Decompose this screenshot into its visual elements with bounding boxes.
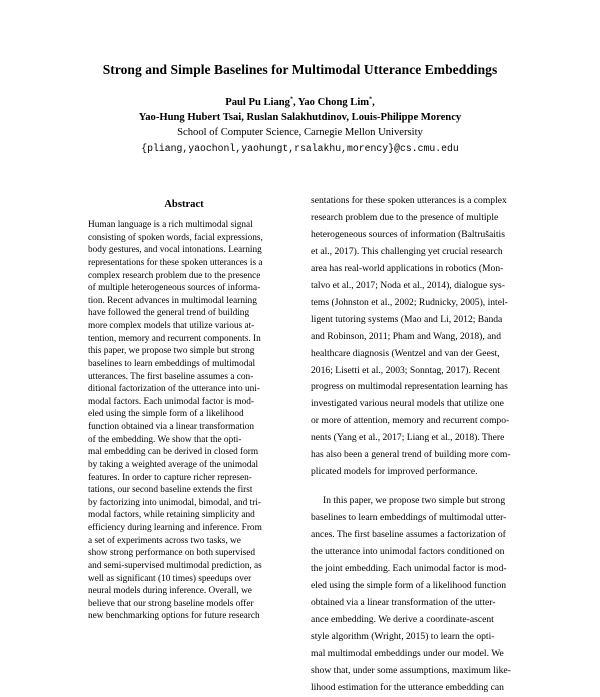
body-line: research problem due to the presence of multiple: [311, 211, 499, 223]
abstract-line: baselines to learn embeddings of multimodal: [88, 358, 256, 369]
abstract-line: by factorizing into unimodal, bimodal, and tri-: [88, 497, 261, 508]
introduction-paragraph-2: [311, 493, 515, 696]
body-line: In this paper, we propose two simple but strong: [323, 495, 506, 507]
body-line: progress on multimodal representation learning has: [311, 381, 508, 393]
abstract-line: efficiency during learning and inference. From: [88, 523, 262, 533]
body-line: lihood estimation for the utterance embedding can: [311, 681, 504, 693]
body-line: talvo et al., 2017; Noda et al., 2014), dialogue sys-: [311, 279, 505, 291]
abstract-line: ditional factorization of the utterance into uni-: [88, 384, 260, 395]
abstract-line: well as significant (10 times) speedups over: [88, 573, 252, 584]
body-line: sentations for these spoken utterances is a complex: [311, 195, 507, 206]
abstract-line: features. In order to capture richer represen-: [88, 472, 252, 483]
author-line-end: ,: [372, 97, 375, 108]
abstract-line: tations, our second baseline extends the first: [88, 485, 253, 496]
body-line: plicated models for improved performance.: [311, 466, 478, 478]
abstract-line: mal embedding can be derived in closed form: [88, 447, 259, 458]
body-line: or more of attention, memory and recurrent compo-: [311, 415, 510, 427]
equal-contribution-mark: *: [289, 96, 293, 103]
body-line: eled using the simple form of a likelihood function: [311, 579, 507, 591]
body-line: ances. The first baseline assumes a factorization of: [311, 529, 506, 541]
abstract-line: by taking a weighted average of the unimodal: [88, 459, 259, 470]
body-line: 2016; Lisetti et al., 2003; Sonntag, 2017). Recent: [311, 364, 500, 376]
abstract-line: new benchmarking options for future research: [88, 611, 260, 622]
abstract-line: consisting of spoken words, facial expressions,: [88, 232, 263, 243]
abstract-line: modal factors. Each unimodal factor is mod-: [88, 396, 255, 407]
body-line: and Robinson, 2011; Pham and Wang, 2018), and: [311, 330, 502, 342]
body-line: heterogeneous sources of information (Baltrušaitis: [311, 228, 505, 240]
abstract-line: show strong performance on both supervised: [88, 548, 256, 559]
authors-line-1: [0, 97, 600, 108]
body-line: baselines to learn embeddings of multimodal utter-: [311, 512, 507, 524]
body-line: investigated various neural models that utilize one: [311, 398, 504, 410]
abstract-line: more complex models that utilize various at-: [88, 321, 255, 331]
body-line: nents (Yang et al., 2017; Liang et al., 2018). There: [311, 432, 505, 444]
body-line: et al., 2017). This challenging yet crucial research: [311, 245, 503, 257]
equal-contribution-mark: *: [369, 96, 373, 103]
abstract-line: tention, memory and recurrent components. In: [88, 333, 261, 344]
affiliation: School of Computer Science, Carnegie Mellon University: [177, 127, 423, 138]
body-line: has also been a general trend of building more com-: [311, 449, 511, 461]
body-line: the utterance into unimodal factors conditioned on: [311, 546, 505, 558]
author-emails: [0, 143, 600, 154]
abstract-body: [88, 219, 280, 623]
body-line: area has real-world applications in robotics (Mon-: [311, 262, 504, 274]
body-line: show that, under some assumptions, maximum like-: [311, 664, 511, 676]
author-separator: ,: [292, 97, 298, 108]
body-line: healthcare diagnosis (Wentzel and van der Geest,: [311, 347, 500, 359]
paper-title: Strong and Simple Baselines for Multimodal Utterance Embeddings: [102, 62, 498, 77]
authors-line-2: Yao-Hung Hubert Tsai, Ruslan Salakhutdinov, Louis-Philippe Morency: [138, 112, 462, 123]
abstract-line: believe that our strong baseline models offer: [88, 598, 254, 609]
body-line: ance embedding. We derive a coordinate-ascent: [311, 613, 494, 625]
body-line: mal multimodal embeddings under our model. We: [311, 647, 504, 659]
abstract-line: of multiple heterogeneous sources of informa-: [88, 283, 261, 294]
body-line: ligent tutoring systems (Mao and Li, 2012; Banda: [311, 313, 503, 325]
body-line: style algorithm (Wright, 2015) to learn the opti-: [311, 630, 495, 642]
abstract-line: of the embedding. We show that the opti-: [88, 434, 242, 445]
abstract-line: modal factors, while retaining simplicity and: [88, 510, 255, 521]
abstract-line: body gestures, and vocal intonations. Learning: [88, 245, 262, 256]
abstract-line: a set of experiments across two tasks, we: [88, 535, 241, 546]
abstract-line: representations for these spoken utterances is a: [88, 257, 263, 268]
abstract-line: tion. Recent advances in multimodal learning: [88, 295, 257, 306]
right-column-body: [311, 193, 515, 697]
abstract-line: complex research problem due to the presence: [88, 270, 261, 281]
abstract-line: function obtained via a linear transformation: [88, 422, 254, 432]
author-paul-pu-liang: Paul Pu Liang: [225, 97, 290, 108]
abstract-line: neural models during inference. Overall, we: [88, 586, 252, 597]
body-line: the joint embedding. Each unimodal factor is mod-: [311, 563, 507, 575]
email-usernames: {pliang,yaochonl,yaohungt,rsalakhu,morency}: [141, 143, 395, 154]
abstract-heading: Abstract: [164, 199, 204, 210]
paragraph-gap: [311, 481, 515, 493]
introduction-paragraph-1: [311, 193, 515, 481]
abstract-line: and semi-supervised multimodal prediction, as: [88, 560, 262, 571]
email-domain: @cs.cmu.edu: [394, 143, 459, 154]
abstract-line: have followed the general trend of building: [88, 308, 250, 319]
abstract-line: this paper, we propose two simple but strong: [88, 346, 255, 357]
abstract-line: eled using the simple form of a likelihood: [88, 409, 244, 420]
body-line: obtained via a linear transformation of the utter-: [311, 596, 496, 608]
abstract-line: Human language is a rich multimodal signal: [88, 220, 253, 230]
abstract-line: utterances. The first baseline assumes a con-: [88, 371, 254, 382]
body-line: tems (Johnston et al., 2002; Rudnicky, 2005), intel-: [311, 296, 508, 308]
author-yao-chong-lim: Yao Chong Lim: [297, 97, 370, 108]
